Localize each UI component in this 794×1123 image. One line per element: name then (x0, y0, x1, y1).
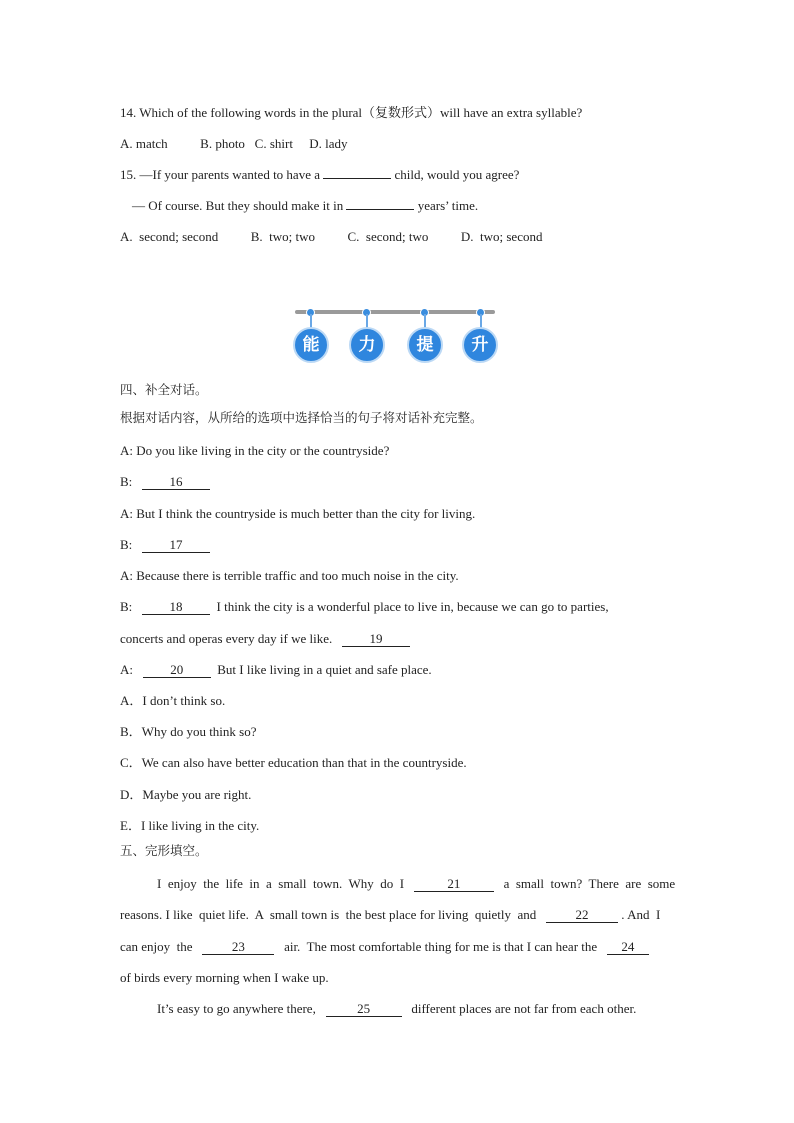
passage-line-3 (120, 938, 649, 956)
question-15-text-c: — Of course. But they should make it in (132, 198, 344, 213)
badge-neng: 能 (293, 327, 329, 363)
section-4-instruction: 根据对话内容，从所给的选项中选择恰当的句子将对话补充完整。 (120, 410, 483, 425)
option-c: C．We can also have better education than that in the countryside. (120, 755, 467, 770)
blank-21: 21 (414, 876, 494, 892)
passage-text: It’s easy to go anywhere there, (157, 1001, 316, 1016)
blank (323, 178, 391, 179)
speaker-label: B: (120, 537, 133, 552)
dialogue-a3: A: Because there is terrible traffic and too much noise in the city. (120, 568, 459, 583)
badge-sheng: 升 (462, 327, 498, 363)
blank-24: 24 (607, 939, 649, 955)
passage-line-5 (157, 1000, 636, 1018)
question-15-line-2 (132, 197, 478, 215)
blank (346, 209, 414, 210)
blank-22: 22 (546, 907, 618, 923)
passage-text: can enjoy the (120, 939, 193, 954)
blank-19: 19 (342, 631, 410, 647)
speaker-label: A: (120, 662, 133, 677)
section-5-heading: 五、完形填空。 (120, 843, 208, 858)
blank-20: 20 (143, 662, 211, 678)
badge-li: 力 (349, 327, 385, 363)
passage-text: reasons. I like quiet life. A small town is the best place for living quietly and (120, 907, 537, 922)
question-15-text-b: child, would you agree? (394, 167, 520, 182)
dialogue-b1 (120, 473, 210, 491)
question-15-options: A. second; second B. two; two C. second; two D. two; second (120, 229, 543, 244)
option-b: B．Why do you think so? (120, 724, 257, 739)
passage-line-4: of birds every morning when I wake up. (120, 970, 329, 985)
option-a: A．I don’t think so. (120, 693, 226, 708)
blank-18: 18 (142, 599, 210, 615)
blank-25: 25 (326, 1001, 402, 1017)
dialogue-b3-cont-text: concerts and operas every day if we like. (120, 631, 333, 646)
banner-stem (424, 314, 426, 328)
passage-text: I enjoy the life in a small town. Why do I (157, 876, 405, 891)
passage-line-2 (120, 906, 660, 924)
question-14-options: A. match B. photo C. shirt D. lady (120, 136, 348, 151)
option-d: D．Maybe you are right. (120, 787, 252, 802)
question-15-line-1 (120, 166, 519, 184)
question-15-text-a: 15. —If your parents wanted to have a (120, 167, 320, 182)
dialogue-b3 (120, 598, 609, 616)
dialogue-a4 (120, 661, 432, 679)
section-4-heading: 四、补全对话。 (120, 382, 208, 397)
passage-text: air. The most comfortable thing for me is that I can hear the (284, 939, 598, 954)
blank-23: 23 (202, 939, 274, 955)
passage-line-1 (157, 875, 675, 893)
option-e: E．I like living in the city. (120, 818, 260, 833)
dialogue-b3-continued (120, 630, 410, 648)
passage-text: different places are not far from each other. (411, 1001, 637, 1016)
banner-stem (310, 314, 312, 328)
dialogue-b3-text: I think the city is a wonderful place to live in, because we can go to parties, (216, 599, 609, 614)
speaker-label: B: (120, 599, 133, 614)
passage-text: a small town? There are some (503, 876, 676, 891)
question-14-stem: 14. Which of the following words in the plural（复数形式）will have an extra syllable? (120, 105, 583, 120)
dialogue-a4-text: But I like living in a quiet and safe place. (217, 662, 432, 677)
blank-17: 17 (142, 537, 210, 553)
passage-text: . And I (621, 907, 661, 922)
badge-ti: 提 (407, 327, 443, 363)
dialogue-b2 (120, 536, 210, 554)
question-15-text-d: years’ time. (417, 198, 479, 213)
blank-16: 16 (142, 474, 210, 490)
banner-bar (295, 310, 495, 314)
dialogue-a1: A: Do you like living in the city or the countryside? (120, 443, 390, 458)
dialogue-a2: A: But I think the countryside is much better than the city for living. (120, 506, 476, 521)
speaker-label: B: (120, 474, 133, 489)
banner-stem (480, 314, 482, 328)
banner-stem (366, 314, 368, 328)
